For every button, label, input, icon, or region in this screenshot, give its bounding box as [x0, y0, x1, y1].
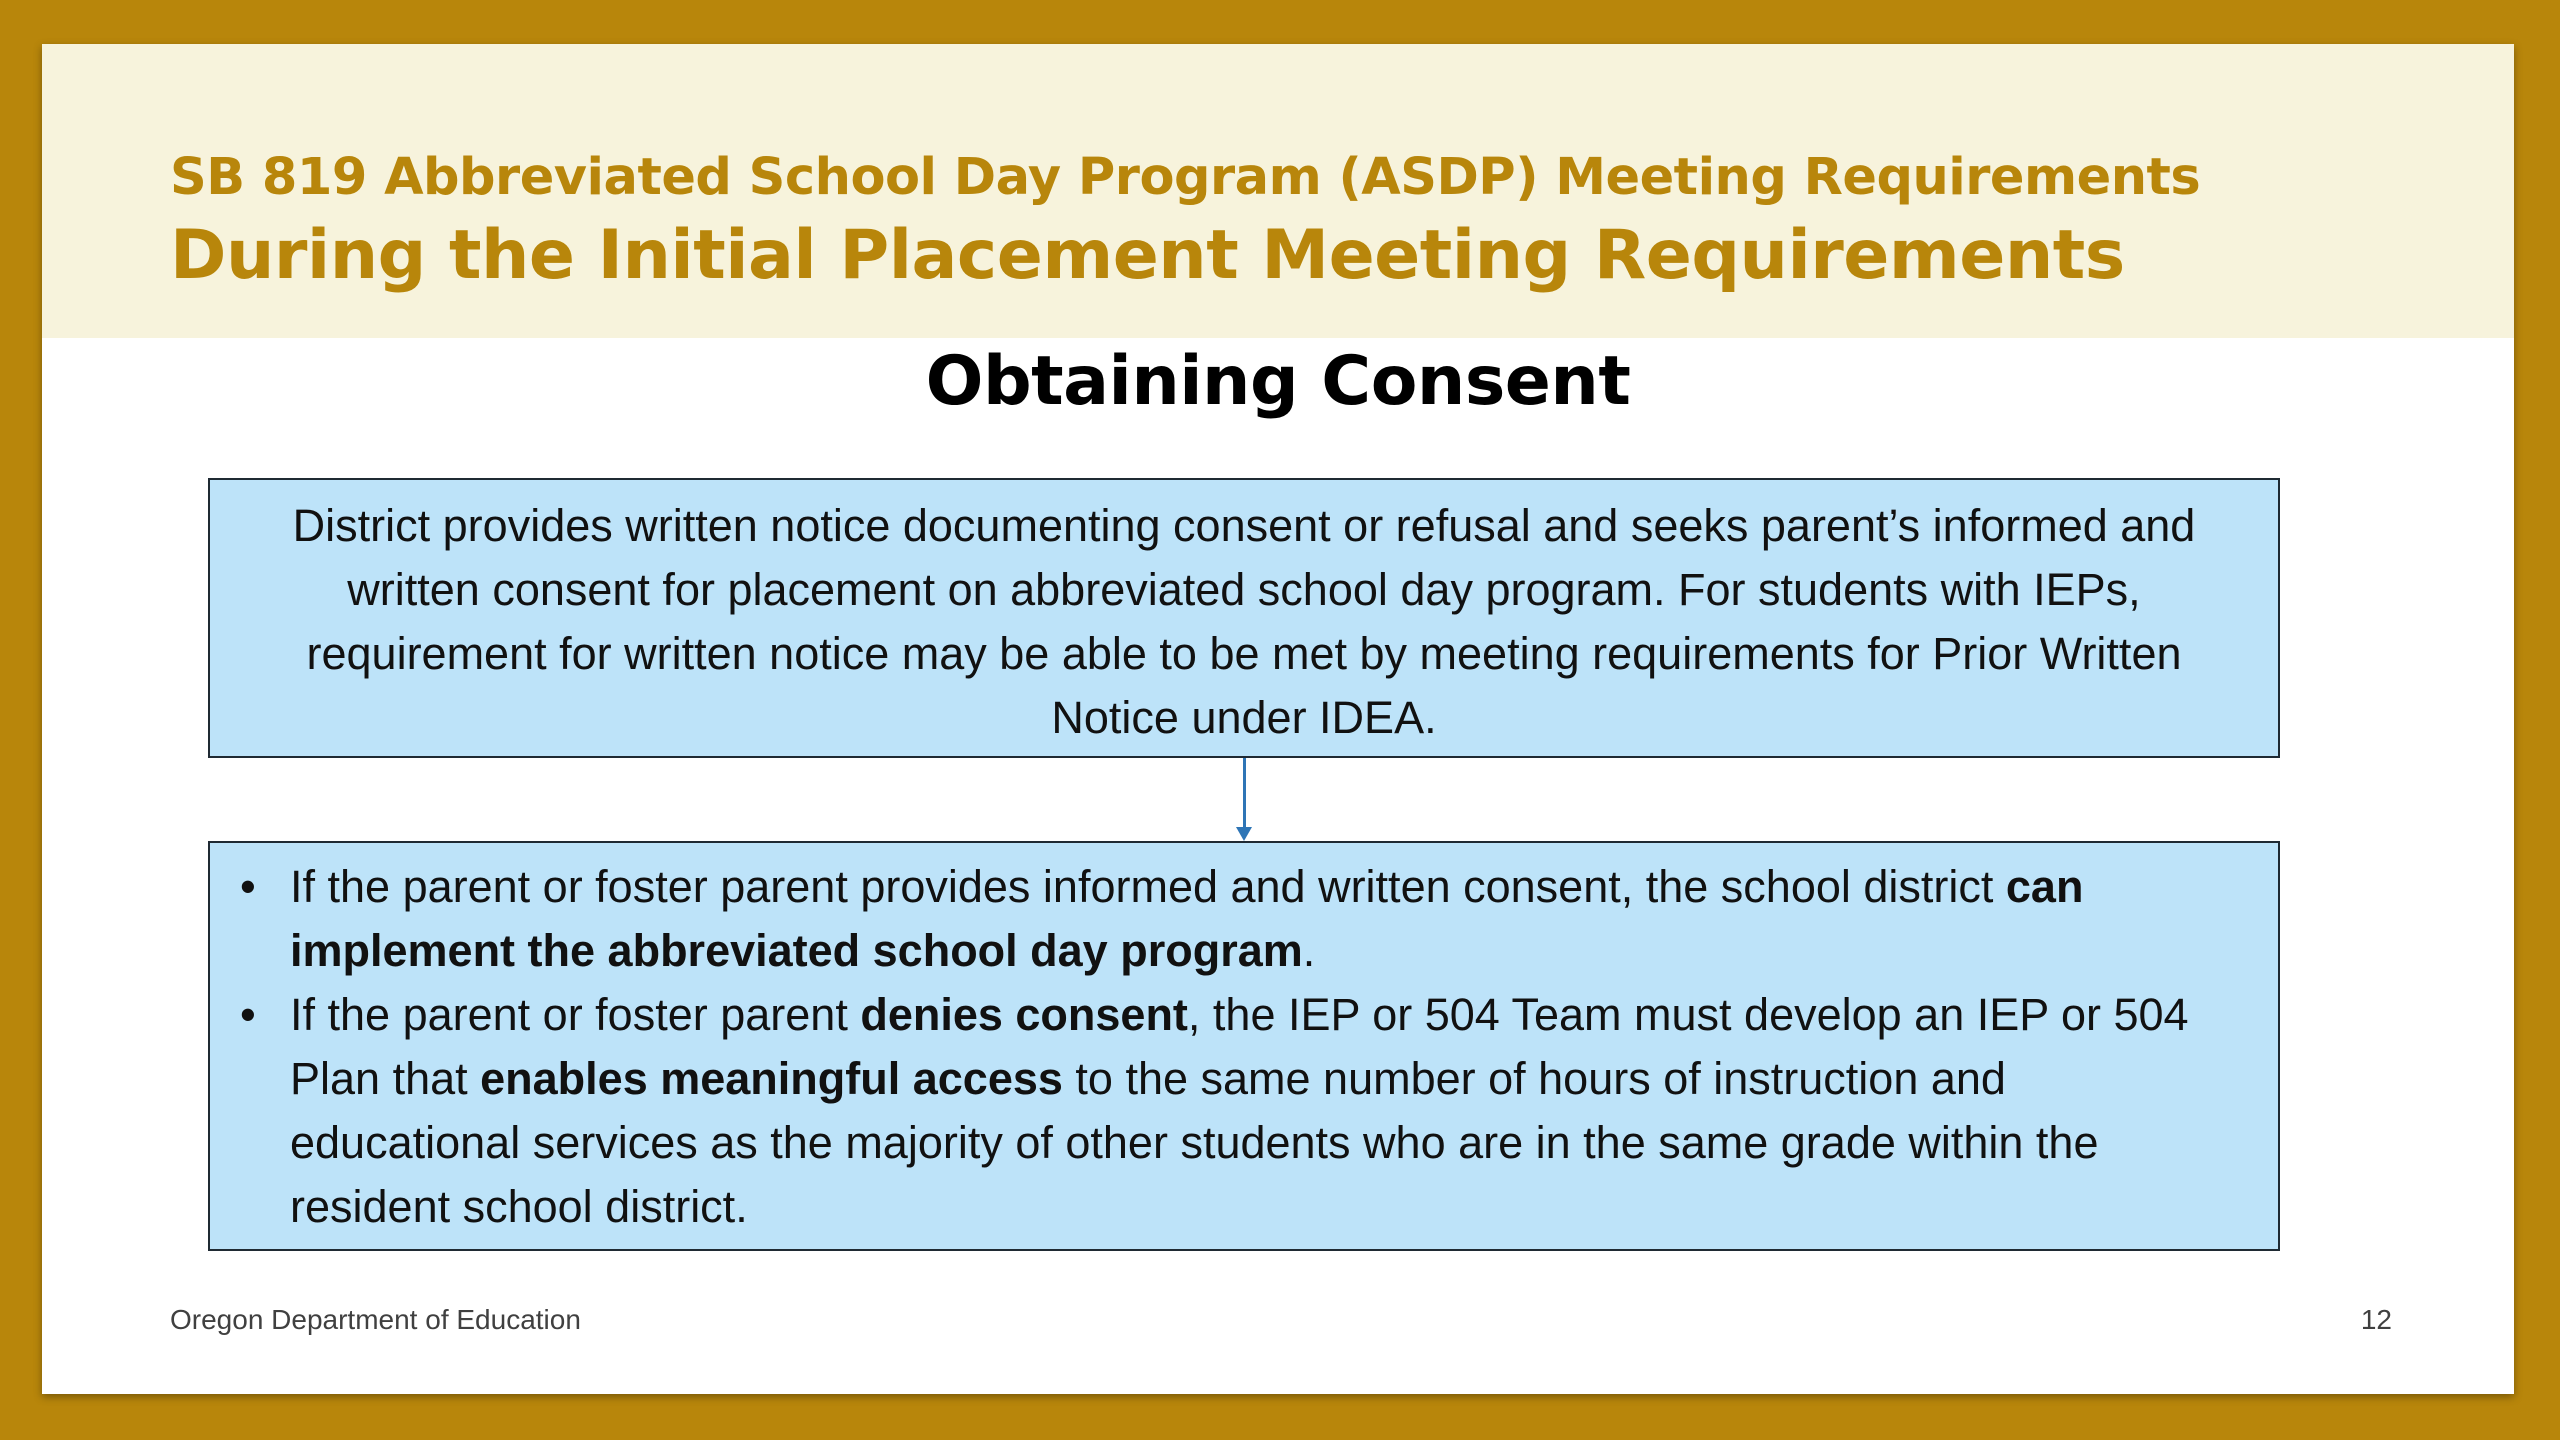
bullet1-text: If the parent or foster parent provides informed and written consent, the school district: [290, 861, 2006, 912]
bullet2-text-c: to the same number of hours of instruction and educational services as the majority of other students who are in the same grade within the resident school district.: [290, 1053, 2099, 1232]
bullet2-text-a: If the parent or foster parent: [290, 989, 861, 1040]
bullet-item-consent-denied: [230, 983, 2248, 1239]
flow-arrow-line: [1243, 758, 1246, 830]
header-band: [42, 44, 2514, 338]
header-title: During the Initial Placement Meeting Requirements: [170, 216, 2125, 295]
section-heading: Obtaining Consent: [925, 342, 1631, 421]
bullet-icon: •: [240, 989, 256, 1040]
bullet2-text-b: , the IEP or 504 Team must develop an IEP or 504 Plan that: [290, 989, 2189, 1104]
bullet1-bold: can implement the abbreviated school day program: [290, 861, 2084, 976]
arrow-down-icon: [1236, 827, 1252, 841]
page-number: 12: [2360, 1304, 2392, 1335]
consent-outcomes-box: [208, 841, 2280, 1251]
bullet2-bold-a: denies consent: [860, 989, 1188, 1040]
header-subtitle: SB 819 Abbreviated School Day Program (ASDP) Meeting Requirements: [170, 148, 2201, 207]
bullet1-end: .: [1302, 925, 1316, 976]
footer-organization: Oregon Department of Education: [170, 1304, 581, 1335]
written-notice-box: [208, 478, 2280, 758]
written-notice-text: District provides written notice documenting consent or refusal and seeks parent’s informed and written consent for placement on abbreviated school day program. For students with IEPs, requirement for written notice may be able to be met by meeting requirements for Prior Written Notice under IDEA.: [292, 500, 2196, 743]
slide: [42, 44, 2514, 1394]
bullet-icon: •: [240, 861, 256, 912]
bullet2-bold-b: enables meaningful access: [480, 1053, 1063, 1104]
bullet-item-consent-given: [230, 855, 2248, 983]
